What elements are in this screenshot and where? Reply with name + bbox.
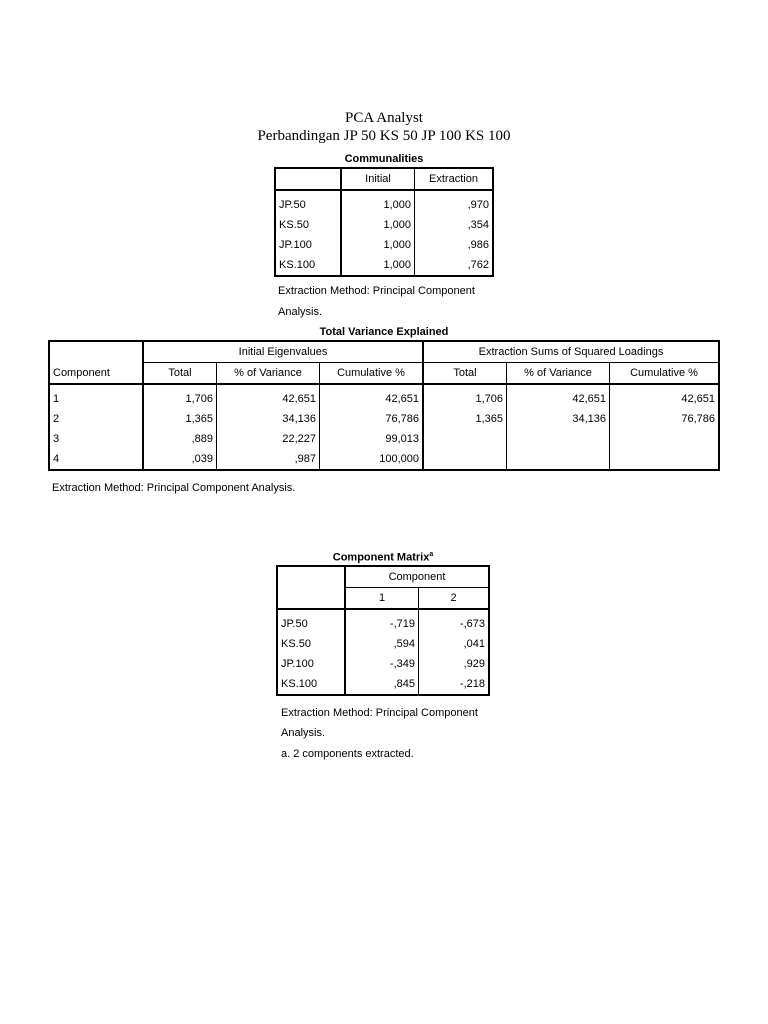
header-total: Total [423,363,507,385]
group-component: Component [345,566,489,588]
row-label: JP.50 [281,618,308,630]
row-label: KS.100 [279,259,316,271]
matrix-caption-footnote-marker: a [429,551,434,558]
cell-total [423,449,507,470]
cell-pct-variance: ,987 [217,449,320,470]
component-matrix-table [276,565,490,696]
cell-total: ,039 [143,449,217,470]
header-component-1: 1 [345,588,419,610]
header-total: Total [143,363,217,385]
table-row [277,674,489,695]
cell-total: 1,365 [423,409,507,429]
header-initial: Initial [341,168,415,190]
cell-extraction: ,762 [415,255,494,276]
cell-pct-variance [507,429,610,449]
cell-cumulative [610,449,720,470]
cell-pct-variance: 42,651 [507,389,610,409]
group-extraction-sums: Extraction Sums of Squared Loadings [423,341,719,363]
cell-cumulative: 99,013 [320,429,424,449]
cell-total: 1,706 [423,389,507,409]
variance-note: Extraction Method: Principal Component Analysis. [52,482,296,494]
table-row [275,235,493,255]
cell-pct-variance: 34,136 [217,409,320,429]
cell-pct-variance: 34,136 [507,409,610,429]
row-label: JP.100 [279,239,312,251]
row-label: KS.100 [281,678,318,690]
communalities-caption: Communalities [344,153,424,165]
table-row [277,614,489,634]
cell-component: 1 [53,393,60,405]
cell-total: 1,706 [143,389,217,409]
row-label: KS.50 [279,219,309,231]
cell-total: 1,365 [143,409,217,429]
cell-component-1: -,719 [345,614,419,634]
cell-extraction: ,970 [415,195,494,215]
cell-pct-variance [507,449,610,470]
cell-component: 2 [53,413,60,425]
document-subtitle: Perbandingan JP 50 KS 50 JP 100 KS 100 [257,128,511,144]
cell-component-1: ,845 [345,674,419,695]
header-component: Component [53,366,110,379]
cell-total [423,429,507,449]
matrix-caption [276,551,490,564]
cell-initial: 1,000 [341,235,415,255]
cell-component-2: ,041 [419,634,490,654]
cell-extraction: ,354 [415,215,494,235]
matrix-note-line2: Analysis. [281,727,326,739]
table-row [49,429,719,449]
table-row [49,409,719,429]
communalities-note-line1: Extraction Method: Principal Component [278,285,475,297]
communalities-note-line2: Analysis. [278,306,323,318]
cell-cumulative: 76,786 [320,409,424,429]
cell-component-1: -,349 [345,654,419,674]
table-row [49,389,719,409]
cell-component: 4 [53,453,60,465]
header-cumulative: Cumulative % [610,363,720,385]
cell-cumulative: 42,651 [320,389,424,409]
matrix-caption-text: Component Matrix [332,551,430,564]
group-initial-eigenvalues: Initial Eigenvalues [143,341,423,363]
cell-cumulative: 100,000 [320,449,424,470]
table-row [49,449,719,470]
row-label: JP.50 [279,199,306,211]
cell-cumulative [610,429,720,449]
matrix-note-line1: Extraction Method: Principal Component [281,707,478,719]
header-pct-variance: % of Variance [217,363,320,385]
header-extraction: Extraction [415,168,494,190]
header-pct-variance: % of Variance [507,363,610,385]
cell-cumulative: 42,651 [610,389,720,409]
document-title: PCA Analyst [345,110,423,126]
table-row [275,255,493,276]
cell-total: ,889 [143,429,217,449]
row-label: JP.100 [281,658,314,670]
communalities-table [274,167,494,277]
variance-table [48,340,720,471]
cell-component-2: ,929 [419,654,490,674]
matrix-note-line3: a. 2 components extracted. [281,748,414,760]
table-row [275,215,493,235]
table-row [275,195,493,215]
row-label: KS.50 [281,638,311,650]
variance-caption: Total Variance Explained [319,326,449,338]
cell-pct-variance: 22,227 [217,429,320,449]
cell-initial: 1,000 [341,255,415,276]
cell-component: 3 [53,433,60,445]
cell-extraction: ,986 [415,235,494,255]
cell-component-2: -,673 [419,614,490,634]
cell-component-2: -,218 [419,674,490,695]
cell-initial: 1,000 [341,215,415,235]
table-row [277,634,489,654]
cell-initial: 1,000 [341,195,415,215]
header-cumulative: Cumulative % [320,363,424,385]
cell-pct-variance: 42,651 [217,389,320,409]
header-component-2: 2 [419,588,490,610]
cell-cumulative: 76,786 [610,409,720,429]
table-row [277,654,489,674]
cell-component-1: ,594 [345,634,419,654]
